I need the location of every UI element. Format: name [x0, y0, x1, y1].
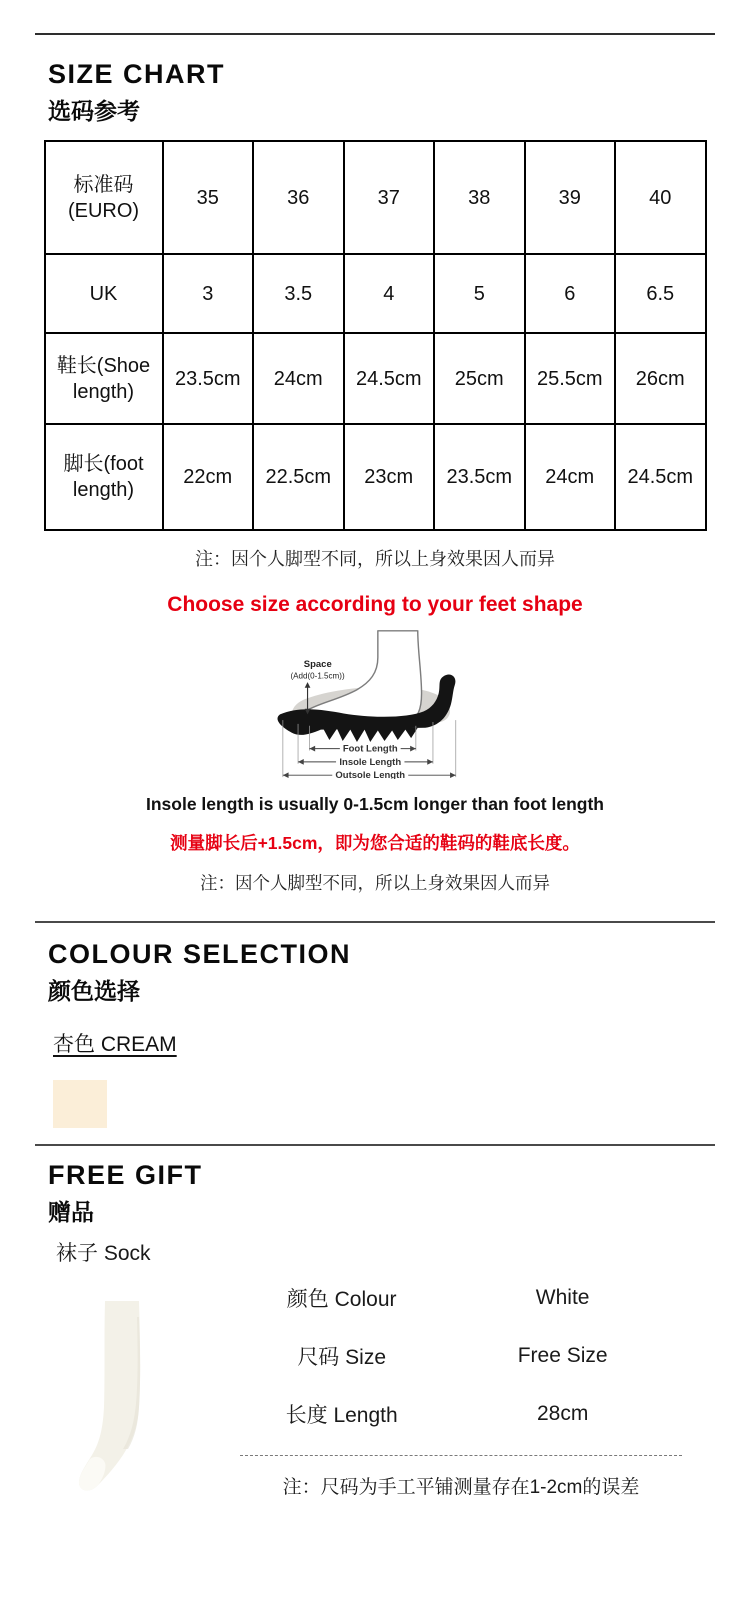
size-note: 注：因个人脚型不同，所以上身效果因人而异 — [195, 549, 555, 569]
table-cell: 26cm — [615, 333, 706, 424]
table-cell: 25.5cm — [525, 333, 616, 424]
size-chart-table — [44, 140, 707, 531]
row-header-uk: UK — [45, 254, 163, 333]
colour-selection-title-zh: 颜色选择 — [48, 978, 140, 1004]
gift-detail-value: Free Size — [517, 1344, 608, 1367]
table-cell: 38 — [434, 141, 525, 254]
size-chart-heading — [48, 59, 750, 126]
row-header-shoe-length: 鞋长(Shoe length) — [45, 333, 163, 424]
table-cell: 22.5cm — [253, 424, 344, 530]
diagram-outsole-length-label: Outsole Length — [335, 770, 406, 779]
sock-photo — [0, 1275, 240, 1502]
fit-heading: Choose size according to your feet shape — [167, 593, 583, 616]
table-cell: 23.5cm — [163, 333, 254, 424]
table-cell: 40 — [615, 141, 706, 254]
diagram-space-sub: (Add(0-1.5cm)) — [290, 671, 345, 681]
table-cell: 3 — [163, 254, 254, 333]
diagram-foot-length-label: Foot Length — [342, 743, 398, 755]
section-divider — [35, 1144, 715, 1146]
gift-detail-label: 尺码 Size — [297, 1346, 386, 1369]
table-cell: 24.5cm — [615, 424, 706, 530]
free-gift-title-zh: 赠品 — [48, 1199, 94, 1225]
table-cell: 36 — [253, 141, 344, 254]
table-cell: 35 — [163, 141, 254, 254]
gift-note: 注：尺码为手工平铺测量存在1-2cm的误差 — [282, 1477, 640, 1498]
table-cell: 6.5 — [615, 254, 706, 333]
gift-detail-value: 28cm — [536, 1402, 589, 1425]
top-rule — [35, 33, 715, 35]
gift-detail-row-size — [240, 1339, 682, 1373]
table-cell: 25cm — [434, 333, 525, 424]
cream-color-swatch — [53, 1080, 107, 1128]
free-gift-title-en: FREE GIFT — [48, 1160, 203, 1190]
foot-measurement-diagram — [0, 627, 750, 784]
swatch-label: 杏色 CREAM — [53, 1033, 177, 1056]
colour-selection-title-en: COLOUR SELECTION — [48, 939, 352, 969]
table-row-shoe-length — [45, 333, 706, 424]
table-cell: 24cm — [253, 333, 344, 424]
table-cell: 6 — [525, 254, 616, 333]
table-row-euro — [45, 141, 706, 254]
table-cell: 24.5cm — [344, 333, 435, 424]
insole-note-zh: 测量脚长后+1.5cm，即为您合适的鞋码的鞋底长度。 — [170, 833, 580, 853]
table-cell: 23.5cm — [434, 424, 525, 530]
table-cell: 4 — [344, 254, 435, 333]
colour-selection-heading — [48, 939, 750, 1006]
table-row-foot-length — [45, 424, 706, 530]
table-cell: 22cm — [163, 424, 254, 530]
gift-detail-label: 颜色 Colour — [286, 1288, 397, 1311]
foot-diagram-illustration — [261, 627, 489, 779]
free-gift-heading — [48, 1160, 750, 1227]
gift-detail-value: White — [535, 1286, 590, 1309]
table-cell: 23cm — [344, 424, 435, 530]
table-row-uk — [45, 254, 706, 333]
dashed-divider — [240, 1455, 682, 1456]
insole-note-en: Insole length is usually 0-1.5cm longer than foot length — [146, 794, 604, 814]
size-chart-title-zh: 选码参考 — [48, 98, 140, 124]
row-header-euro: 标准码 (EURO) — [45, 141, 163, 254]
gift-detail-row-length — [240, 1397, 682, 1431]
gift-item-label: 袜子 Sock — [56, 1242, 151, 1265]
table-cell: 39 — [525, 141, 616, 254]
gift-detail-row-colour — [240, 1281, 682, 1315]
table-cell: 3.5 — [253, 254, 344, 333]
gift-detail-label: 长度 Length — [285, 1404, 398, 1427]
size-chart-title-en: SIZE CHART — [48, 59, 225, 89]
table-cell: 24cm — [525, 424, 616, 530]
section-divider — [35, 921, 715, 923]
size-note-2: 注：因个人脚型不同，所以上身效果因人而异 — [200, 873, 550, 893]
table-cell: 5 — [434, 254, 525, 333]
diagram-insole-length-label: Insole Length — [339, 756, 402, 768]
gift-details-table — [240, 1275, 682, 1502]
row-header-foot-length: 脚长(foot length) — [45, 424, 163, 530]
sock-image — [72, 1297, 168, 1497]
table-cell: 37 — [344, 141, 435, 254]
diagram-space-label: Space — [303, 658, 332, 670]
